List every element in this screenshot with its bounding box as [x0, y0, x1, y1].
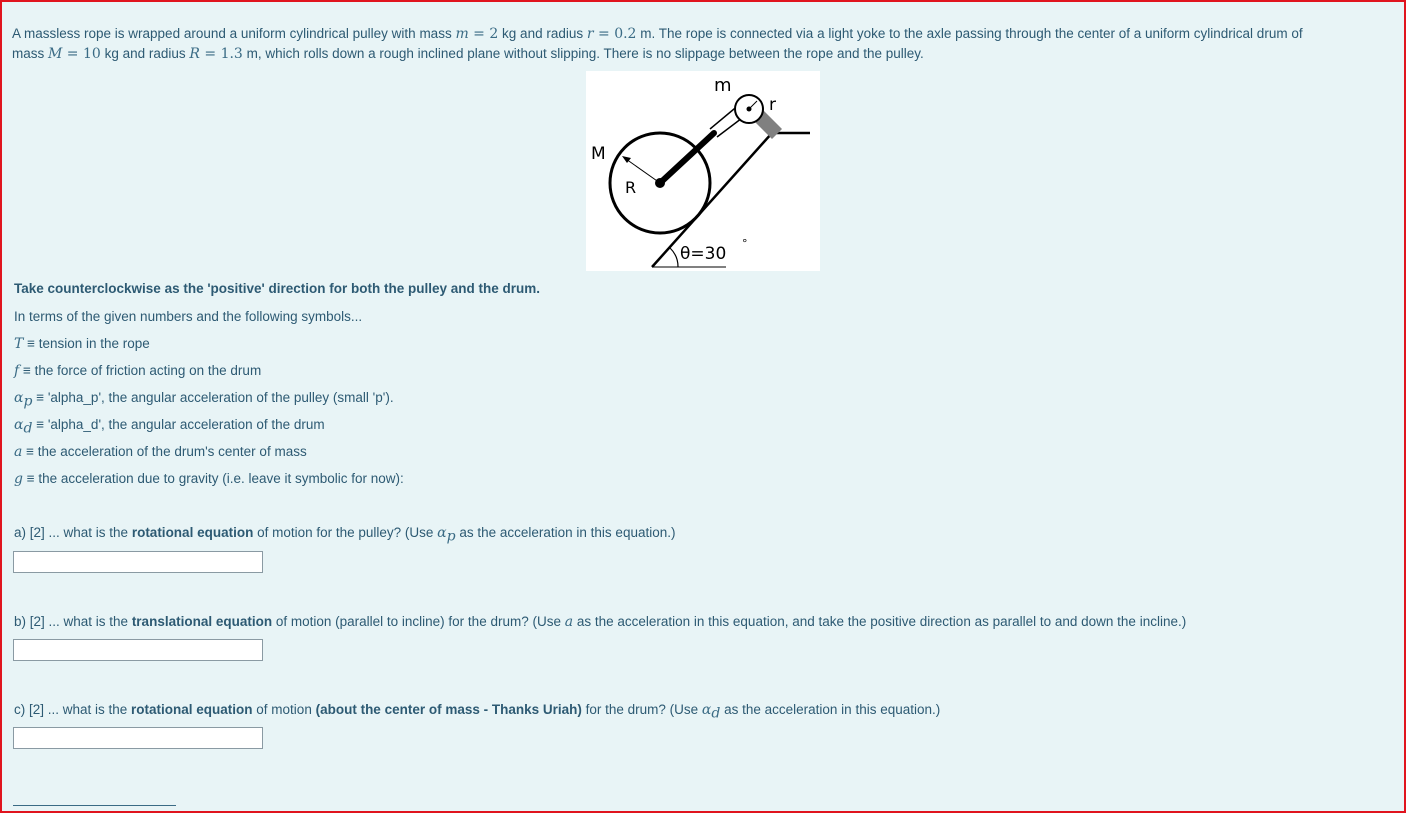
subscript-d: d [23, 420, 33, 437]
pulley-axle [747, 107, 752, 112]
question-text: b) [2] ... what is the [14, 614, 132, 629]
equals-sign: = [199, 46, 221, 62]
ccw-direction-note: Take counterclockwise as the 'positive' direction for both the pulley and the drum. [14, 281, 541, 296]
question-text: of motion [252, 702, 316, 717]
answer-a-input[interactable] [13, 551, 263, 573]
question-text: of motion (parallel to incline) for the drum? (Use [272, 614, 565, 629]
angle-arc [670, 248, 678, 267]
symbol-description: ≡ the acceleration of the drum's center of mass [22, 444, 307, 459]
symbol-alpha: α [14, 417, 24, 433]
symbol-description: ≡ tension in the rope [23, 336, 150, 351]
label-r: r [769, 95, 776, 115]
question-emphasis: rotational equation [131, 702, 253, 717]
symbol-R: R [189, 46, 200, 62]
subscript-p: p [446, 528, 456, 545]
question-c [14, 702, 940, 722]
label-degree: ° [742, 237, 748, 250]
problem-intro [12, 24, 1392, 64]
intro-text: A massless rope is wrapped around a uniform cylindrical pulley with mass [12, 26, 456, 41]
symbol-def-acceleration [14, 444, 307, 460]
symbol-description: ≡ 'alpha_p', the angular acceleration of the pulley (small 'p'). [32, 390, 394, 405]
symbol-m: m [455, 26, 469, 42]
subscript-d: d [711, 705, 721, 722]
label-M: M [591, 144, 606, 164]
equals-sign: = [468, 26, 490, 42]
label-m: m [714, 75, 732, 96]
question-a [14, 525, 675, 545]
symbol-M: M [48, 46, 63, 62]
intro-text: kg and radius [498, 26, 587, 41]
equals-sign: = [593, 26, 615, 42]
question-b [14, 614, 1186, 630]
question-text: c) [2] ... what is the [14, 702, 132, 717]
question-text: for the drum? (Use [581, 702, 702, 717]
symbol-def-tension [14, 336, 150, 352]
question-emphasis: translational equation [131, 614, 273, 629]
equals-sign: = [62, 46, 83, 62]
symbol-f: f [14, 363, 20, 379]
pulley-drum-diagram [586, 71, 820, 271]
label-theta: θ=30 [680, 244, 727, 264]
symbol-r: r [586, 26, 594, 42]
value-M: 10 [83, 46, 101, 62]
symbols-intro: In terms of the given numbers and the following symbols... [14, 309, 363, 324]
answer-b-input[interactable] [13, 639, 263, 661]
question-text: as the acceleration in this equation, and take the positive direction as parallel to and down the incline.) [573, 614, 1187, 629]
intro-text: mass [12, 46, 49, 61]
answer-c-input[interactable] [13, 727, 263, 749]
intro-text: kg and radius [100, 46, 190, 61]
question-emphasis: (about the center of mass - Thanks Uriah) [315, 702, 582, 717]
diagram-svg [586, 71, 820, 271]
question-text: of motion for the pulley? (Use [253, 525, 438, 540]
label-R: R [625, 178, 637, 197]
drum-axle [655, 178, 665, 188]
symbol-alpha: α [701, 702, 712, 718]
symbol-a: a [14, 444, 23, 460]
symbol-def-alpha-d [14, 417, 325, 437]
subscript-p: p [23, 393, 33, 410]
bottom-divider [13, 805, 176, 806]
intro-text: m. The rope is connected via a light yoke to the axle passing through the center of a uniform cylindrical drum of [636, 26, 1303, 41]
value-m: 2 [489, 26, 499, 42]
symbol-T: T [14, 336, 24, 352]
symbol-alpha: α [14, 390, 24, 406]
symbol-description: ≡ the force of friction acting on the drum [19, 363, 262, 378]
symbol-def-gravity [14, 471, 404, 487]
question-text: a) [2] ... what is the [14, 525, 132, 540]
problem-content [12, 24, 1392, 722]
symbol-a: a [564, 614, 574, 630]
symbol-alpha: α [437, 525, 447, 541]
question-emphasis: rotational equation [131, 525, 254, 540]
symbol-g: g [14, 471, 23, 487]
symbol-def-alpha-p [14, 390, 394, 410]
symbol-description: ≡ 'alpha_d', the angular acceleration of the drum [32, 417, 325, 432]
value-r: 0.2 [614, 26, 637, 42]
question-text: as the acceleration in this equation.) [455, 525, 676, 540]
value-R: 1.3 [220, 46, 243, 62]
intro-text: m, which rolls down a rough inclined plane without slipping. There is no slippage between the rope and the pulley. [242, 46, 924, 61]
question-text: as the acceleration in this equation.) [720, 702, 941, 717]
symbol-def-friction [14, 363, 261, 379]
symbol-description: ≡ the acceleration due to gravity (i.e. leave it symbolic for now): [22, 471, 404, 486]
